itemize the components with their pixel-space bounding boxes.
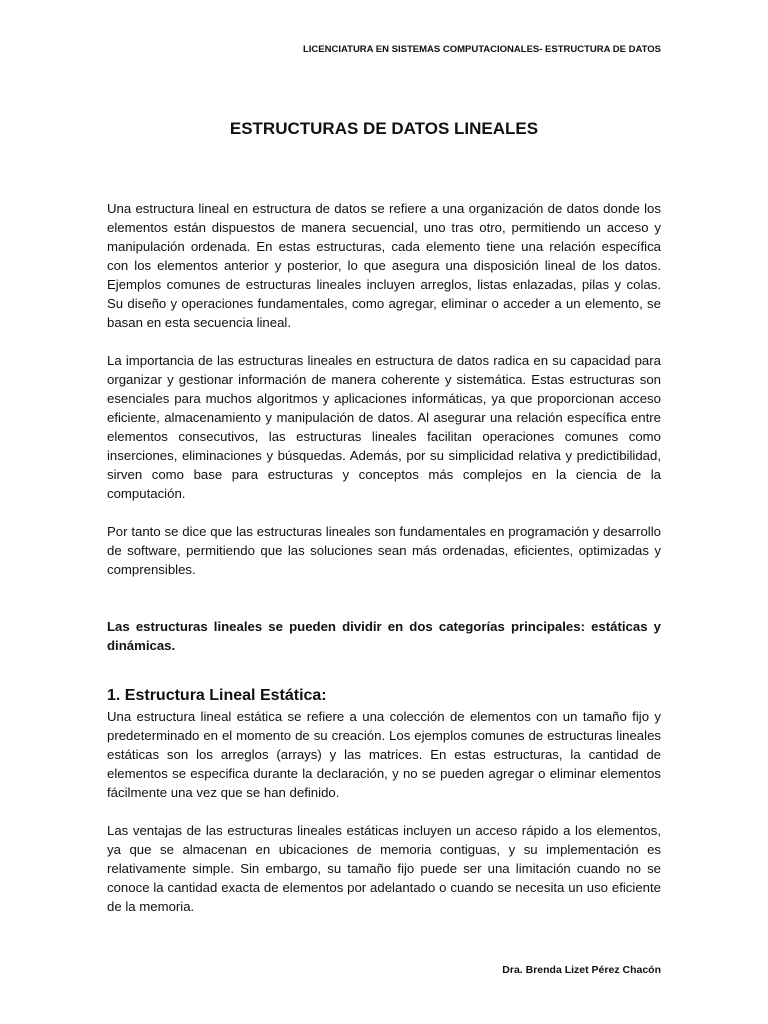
running-header: LICENCIATURA EN SISTEMAS COMPUTACIONALES- ESTRUCTURA DE DATOS bbox=[302, 44, 661, 55]
section-heading-static: 1. Estructura Lineal Estática: bbox=[107, 687, 327, 704]
importance-paragraph: La importancia de las estructuras lineales en estructura de datos radica en su capacidad para organizar y gestionar información de manera coherente y sistemática. Estas estructuras son esenciales para muchos algoritmos y aplicaciones informáticas, ya que proporcionan acceso eficiente, almacenamiento y manipulación de datos. Al asegurar una relación específica entre elementos consecutivos, las estructuras lineales facilitan operaciones comunes como inserciones, eliminaciones y búsquedas. Además, por su simplicidad relativa y predictibilidad, sirven como base para estructuras y conceptos más complejos en la ciencia de la computación. bbox=[107, 353, 661, 501]
author-footer: Dra. Brenda Lizet Pérez Chacón bbox=[502, 964, 661, 976]
categories-paragraph: Las estructuras lineales se pueden dividir en dos categorías principales: estáticas y dinámicas. bbox=[107, 619, 661, 653]
static-advantages-paragraph: Las ventajas de las estructuras lineales estáticas incluyen un acceso rápido a los elementos, ya que se almacenan en ubicaciones de memoria contiguas, y su implementación es relativamente simple. Sin embargo, su tamaño fijo puede ser una limitación cuando no se conoce la cantidad exacta de elementos por adelantado o cuando se necesita un uso eficiente de la memoria. bbox=[107, 823, 661, 914]
document-title: ESTRUCTURAS DE DATOS LINEALES bbox=[229, 119, 539, 138]
intro-paragraph: Una estructura lineal en estructura de datos se refiere a una organización de datos donde los elementos están dispuestos de manera secuencial, uno tras otro, permitiendo un acceso y manipulación ordenada. En estas estructuras, cada elemento tiene una relación específica con los elementos anterior y posterior, lo que asegura una disposición lineal de los datos. Ejemplos comunes de estructuras lineales incluyen arreglos, listas enlazadas, pilas y colas. Su diseño y operaciones fundamentales, como agregar, eliminar o acceder a un elemento, se basan en esta secuencia lineal. bbox=[107, 201, 661, 330]
document-body bbox=[107, 199, 661, 916]
static-definition-paragraph: Una estructura lineal estática se refiere a una colección de elementos con un tamaño fijo y predeterminado en el momento de su creación. Los ejemplos comunes de estructuras lineales estáticas son los arreglos (arrays) y las matrices. En estas estructuras, la cantidad de elementos se especifica durante la declaración, y no se pueden agregar o eliminar elementos fácilmente una vez que se han definido. bbox=[107, 709, 661, 800]
conclusion-paragraph: Por tanto se dice que las estructuras lineales son fundamentales en programación y desarrollo de software, permitiendo que las soluciones sean más ordenadas, eficientes, optimizadas y comprensibles. bbox=[107, 524, 661, 577]
